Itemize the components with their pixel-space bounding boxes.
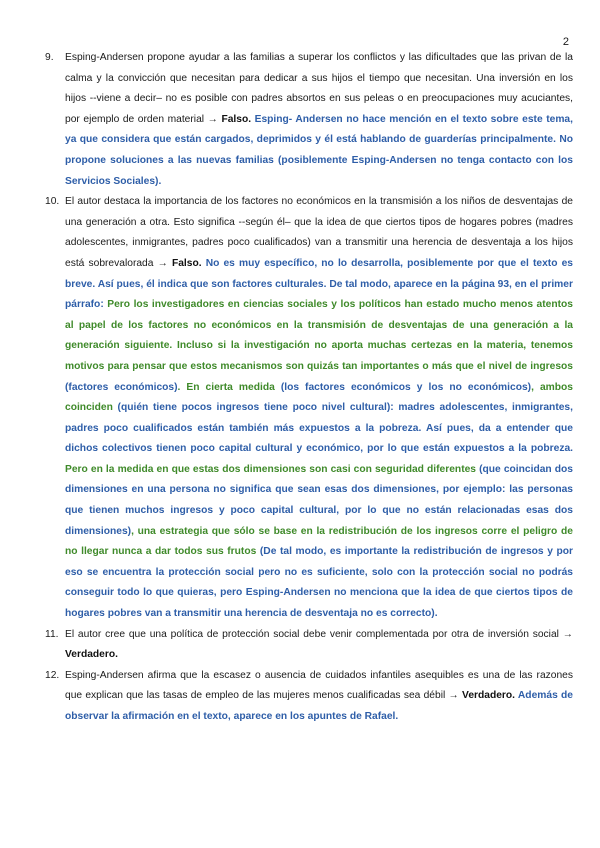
question-list (45, 48, 573, 728)
item-answer: Falso. (171, 257, 202, 269)
list-item-12 (45, 666, 573, 728)
comment-segment: (De tal modo, es importante la redistribución de ingresos y por eso se encuentra la protección social pero no es suficiente, solo con la protección social no podrás conseguir todo lo que quieras, pero Esping-Andersen no menciona que la idea de que ciertos tipos de hogares pobres van a transmitir una herencia de desventaja no es correcto). (65, 546, 573, 620)
arrow-icon: → (445, 690, 463, 702)
comment-segment: (que coincidan dos dimensiones en una persona no significa que sean esas dos dimensiones, por ejemplo: las personas que tienen muchos ingresos y poco capital cultural, por lo que no están relacionadas esas dos dimensiones) (65, 463, 573, 537)
quote-segment: Pero los investigadores en ciencias sociales y los políticos han estado mucho menos atentos al papel de los factores no económicos en la transmisión de desventajas de una generación a la generación siguiente. Incluso si la investigación no aporta muchas certezas en la materia, tenemos motivos para pensar que estos mecanismos son quizás tan importantes o más que el nivel de ingresos (65, 299, 574, 372)
comment-segment: No es muy específico, no lo desarrolla, posiblemente por que el texto es breve. Así pues, él indica que son factores culturales. De tal modo, aparece en la página 93, en el primer párrafo: (65, 257, 573, 311)
item-statement: Esping-Andersen afirma que la escasez o ausencia de cuidados infantiles asequibles es una de las razones que explican que las tasas de empleo de las mujeres menos cualificadas sea débil (65, 669, 573, 702)
arrow-icon: → (153, 257, 172, 269)
quote-segment: . En cierta medida (177, 381, 281, 393)
item-statement: Esping-Andersen propone ayudar a las familias a superar los conflictos y las dificultades que las privan de la calma y la convicción que necesitan para dedicar a sus hijos el tiempo que necesitan. Una inversión en los hijos --viene a decir– no es posible con padres absortos en sus peleas o en preocupaciones muy acuciantes, por ejemplo de orden material (65, 52, 573, 125)
list-item-9 (45, 48, 573, 192)
quote-segment: , una estrategia que sólo se base en la redistribución de los ingresos corre el peligro de no llegar nunca a dar todos sus frutos (65, 525, 573, 558)
quote-segment: Pero en la medida en que estas dos dimensiones son casi con seguridad diferentes (65, 463, 480, 475)
item-statement: El autor cree que una política de protección social debe venir complementada por otra de inversión social (65, 628, 559, 640)
quote-segment: , ambos coinciden (65, 381, 573, 414)
comment-segment: (los factores económicos y los no económicos) (280, 381, 532, 393)
comment-segment: (quién tiene pocos ingresos tiene poco nivel cultural): madres adolescentes, inmigrantes, padres poco cualificados están también más expuestos a la pobreza. Así pues, da a entender que dichos colectivos tienen poco capital cultural y económico, por lo que están expuestos a la pobreza. (65, 402, 573, 455)
item-comment: Además de observar la afirmación en el texto, aparece en los apuntes de Rafael. (65, 690, 574, 722)
item-comment: Esping- Andersen no hace mención en el texto sobre este tema, ya que considera que están cargados, deprimidos y él está hablando de guarderías principalmente. No propone soluciones a las nuevas familias (posiblemente Esping-Andersen no tenga contacto con los Servicios Sociales). (65, 113, 573, 187)
item-number: 11. (45, 628, 59, 640)
item-number: 10. (45, 196, 60, 208)
arrow-icon: → (558, 628, 573, 640)
item-answer: Verdadero. (462, 690, 516, 702)
item-answer: Verdadero. (65, 649, 118, 661)
item-statement: El autor destaca la importancia de los factores no económicos en la transmisión a los niños de desventajas de una generación a otra. Esto significa --según él– que la idea de que ciertos tipos de hogares pobres (madres adolescentes, inmigrantes, padres poco cualificados) van a transmitir una herencia de desventaja a los hijos está sobrevalorada (65, 196, 573, 269)
arrow-icon: → (204, 113, 222, 125)
item-number: 9. (45, 52, 54, 63)
list-item-10 (45, 192, 573, 624)
list-item-11 (45, 625, 573, 666)
item-number: 12. (45, 669, 60, 681)
page-number: 2 (562, 36, 569, 48)
comment-segment: (factores económicos) (65, 381, 178, 393)
item-answer: Falso. (221, 113, 252, 125)
